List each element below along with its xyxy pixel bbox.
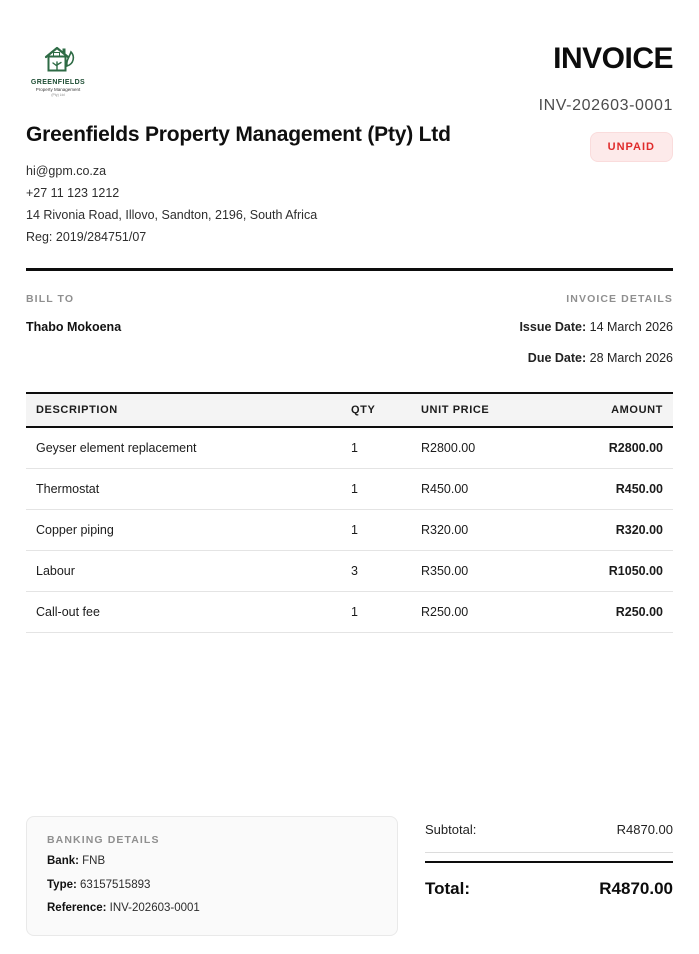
header-divider bbox=[26, 268, 673, 271]
company-email: hi@gpm.co.za bbox=[26, 164, 107, 178]
bill-to-section bbox=[26, 293, 121, 366]
cell-amount: R2800.00 bbox=[561, 427, 673, 469]
due-date-value: 28 March 2026 bbox=[586, 350, 673, 365]
cell-description: Labour bbox=[26, 551, 341, 592]
table-header bbox=[26, 393, 673, 427]
type-value: 63157515893 bbox=[76, 878, 151, 891]
type-label: Type: bbox=[47, 878, 77, 891]
header-amount: AMOUNT bbox=[561, 393, 673, 427]
cell-description: Thermostat bbox=[26, 469, 341, 510]
cell-unit-price: R350.00 bbox=[411, 551, 561, 592]
company-address: 14 Rivonia Road, Illovo, Sandton, 2196, South Africa bbox=[26, 208, 318, 222]
banking-details-label: BANKING DETAILS bbox=[47, 834, 160, 847]
cell-qty: 3 bbox=[341, 551, 411, 592]
reference-value: INV-202603-0001 bbox=[106, 902, 200, 915]
cell-amount: R1050.00 bbox=[561, 551, 673, 592]
bill-to-label: BILL TO bbox=[26, 293, 75, 305]
table-row bbox=[26, 469, 673, 510]
bill-to-name: Thabo Mokoena bbox=[26, 320, 122, 334]
cell-description: Copper piping bbox=[26, 510, 341, 551]
bank-line bbox=[47, 854, 377, 870]
cell-qty: 1 bbox=[341, 592, 411, 633]
header-description: DESCRIPTION bbox=[26, 393, 341, 427]
company-contact bbox=[26, 160, 451, 248]
reference-label: Reference: bbox=[47, 902, 107, 915]
cell-qty: 1 bbox=[341, 427, 411, 469]
status-badge: UNPAID bbox=[590, 132, 673, 162]
total-label: Total: bbox=[425, 879, 471, 899]
table-row bbox=[26, 510, 673, 551]
cell-amount: R250.00 bbox=[561, 592, 673, 633]
header-unit-price: UNIT PRICE bbox=[411, 393, 561, 427]
cell-unit-price: R250.00 bbox=[411, 592, 561, 633]
company-phone: +27 11 123 1212 bbox=[26, 186, 120, 200]
footer bbox=[26, 816, 673, 938]
cell-unit-price: R2800.00 bbox=[411, 427, 561, 469]
bank-label: Bank: bbox=[47, 855, 79, 868]
logo-name: GREENFIELDS bbox=[30, 79, 86, 86]
header-qty: QTY bbox=[341, 393, 411, 427]
cell-qty: 1 bbox=[341, 510, 411, 551]
invoice-number: INV-202603-0001 bbox=[538, 97, 673, 114]
header bbox=[26, 42, 673, 248]
logo-subtitle: Property Management bbox=[35, 87, 81, 92]
total-row bbox=[425, 863, 673, 899]
company-registration: Reg: 2019/284751/07 bbox=[26, 230, 147, 244]
banking-details-box bbox=[26, 816, 398, 936]
due-date-line bbox=[519, 351, 673, 367]
reference-line bbox=[47, 901, 377, 917]
header-right bbox=[539, 42, 673, 162]
cell-unit-price: R320.00 bbox=[411, 510, 561, 551]
issue-date-label: Issue Date: bbox=[519, 320, 587, 334]
total-value: R4870.00 bbox=[599, 879, 673, 899]
table-row bbox=[26, 427, 673, 469]
cell-amount: R450.00 bbox=[561, 469, 673, 510]
meta-section bbox=[26, 293, 673, 366]
header-left bbox=[26, 42, 451, 248]
invoice-details-section bbox=[519, 293, 673, 366]
company-logo bbox=[26, 42, 90, 97]
subtotal-label: Subtotal: bbox=[425, 822, 477, 838]
invoice-title: INVOICE bbox=[553, 42, 673, 75]
cell-description: Call-out fee bbox=[26, 592, 341, 633]
subtotal-value: R4870.00 bbox=[616, 822, 673, 838]
cell-qty: 1 bbox=[341, 469, 411, 510]
issue-date-value: 14 March 2026 bbox=[586, 320, 673, 334]
logo-subtitle2: (Pty) Ltd bbox=[51, 93, 65, 97]
house-leaf-icon bbox=[38, 42, 78, 78]
table-row bbox=[26, 551, 673, 592]
table-row bbox=[26, 592, 673, 633]
cell-description: Geyser element replacement bbox=[26, 427, 341, 469]
invoice-details-label: INVOICE DETAILS bbox=[566, 293, 673, 305]
cell-unit-price: R450.00 bbox=[411, 469, 561, 510]
type-line bbox=[47, 878, 377, 894]
company-name: Greenfields Property Management (Pty) Ltd bbox=[26, 123, 451, 146]
subtotal-row bbox=[425, 822, 673, 853]
issue-date-line bbox=[519, 320, 673, 336]
bank-value: FNB bbox=[78, 855, 106, 868]
line-items-table bbox=[26, 392, 673, 633]
totals-section bbox=[425, 816, 673, 899]
cell-amount: R320.00 bbox=[561, 510, 673, 551]
due-date-label: Due Date: bbox=[527, 350, 587, 365]
